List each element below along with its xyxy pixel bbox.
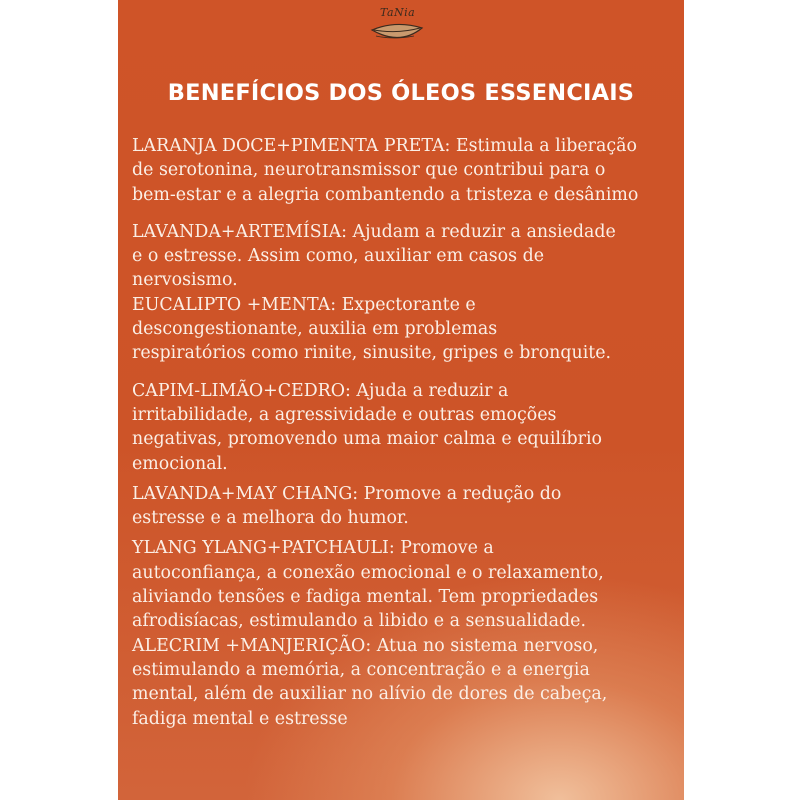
text-line: aliviando tensões e fadiga mental. Tem propriedades [132,587,599,608]
benefit-paragraph [132,220,680,293]
text-line: estresse e a melhora do humor. [132,508,409,529]
text-line: CAPIM-LIMÃO+CEDRO: Ajuda a reduzir a [132,380,509,401]
text-line: LAVANDA+MAY CHANG: Promove a redução do [132,483,562,504]
text-line: e o estresse. Assim como, auxiliar em casos de [132,246,545,267]
page-title: BENEFÍCIOS DOS ÓLEOS ESSENCIAIS [167,80,635,106]
text-line: mental, além de auxiliar no alívio de dores de cabeça, [132,684,608,705]
text-line: descongestionante, auxilia em problemas [132,319,498,340]
text-line: EUCALIPTO +MENTA: Expectorante e [132,294,476,315]
benefits-list [132,134,680,731]
brand-logo [366,6,436,46]
text-line: ALECRIM +MANJERIÇÃO: Atua no sistema nervoso, [132,635,599,656]
text-line: de serotonina, neurotransmissor que contribui para o [132,160,606,181]
text-line: afrodisíacas, estimulando a libido e a sensualidade. [132,611,586,632]
text-line: estimulando a memória, a concentração e a energia [132,659,590,680]
logo-text: TaNia [380,6,416,19]
benefit-paragraph [132,482,680,531]
benefit-paragraph [132,134,680,207]
text-line: bem-estar e a alegria combantendo a tristeza e desânimo [132,184,639,205]
text-line: autoconfiança, a conexão emocional e o relaxamento, [132,562,604,583]
text-line: YLANG YLANG+PATCHAULI: Promove a [132,538,494,559]
text-line: nervosismo. [132,270,238,291]
benefit-paragraph [132,536,680,633]
benefit-paragraph [132,634,680,731]
text-line: respiratórios como rinite, sinusite, gripes e bronquite. [132,343,612,364]
benefit-paragraph [132,293,680,366]
text-line: negativas, promovendo uma maior calma e equilíbrio [132,429,603,450]
text-line: fadiga mental e estresse [132,708,348,729]
text-line: LAVANDA+ARTEMÍSIA: Ajudam a reduzir a ansiedade [132,221,616,242]
benefit-paragraph [132,379,680,476]
flyer-page [118,0,684,800]
text-line: emocional. [132,453,228,474]
text-line: irritabilidade, a agressividade e outras emoções [132,404,557,425]
text-line: LARANJA DOCE+PIMENTA PRETA: Estimula a liberação [132,136,637,156]
